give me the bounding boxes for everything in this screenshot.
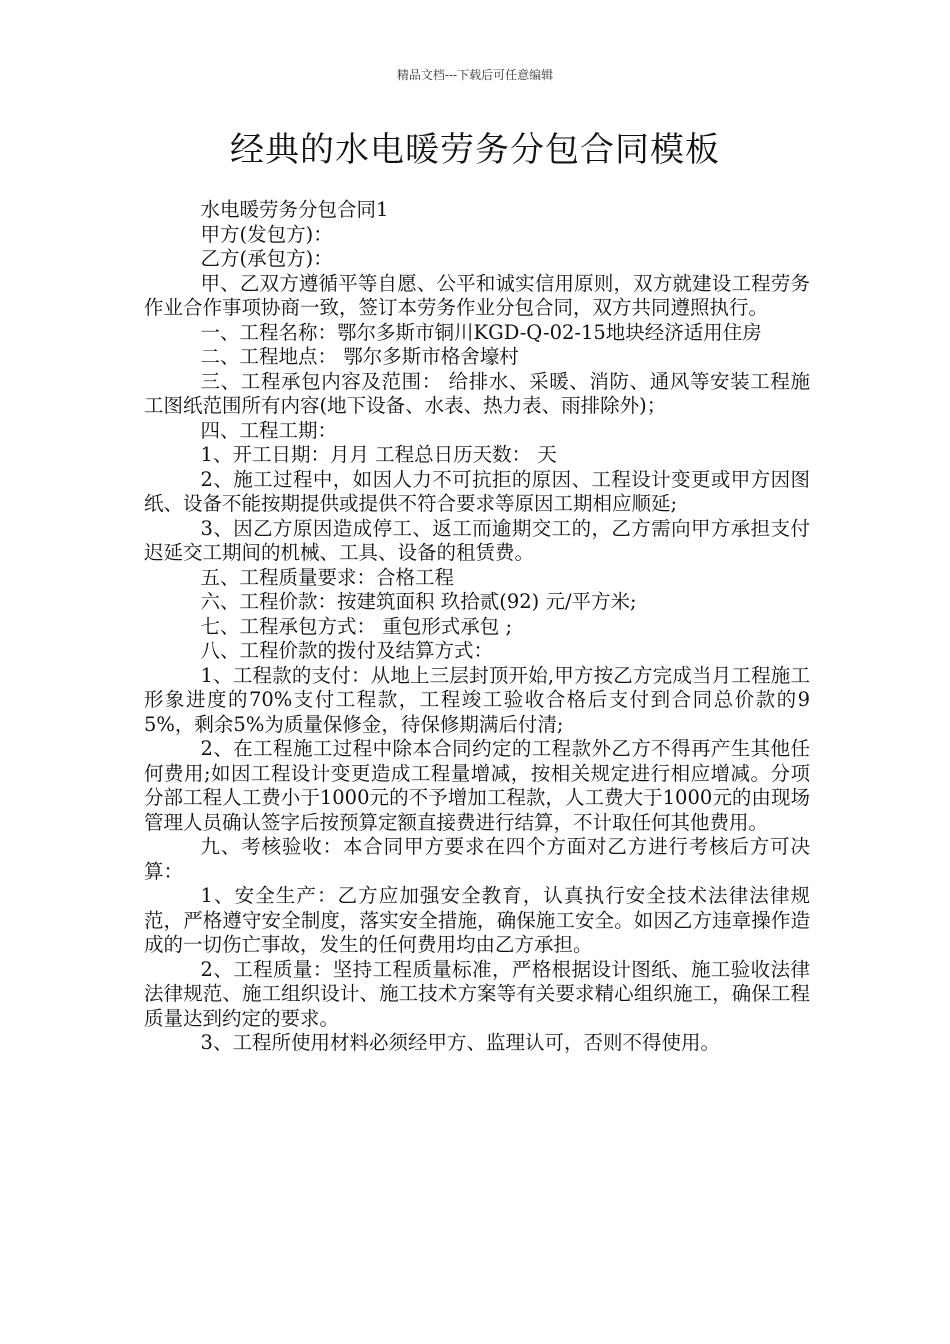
paragraph: 六、工程价款：按建筑面积 玖拾贰(92) 元/平方米; <box>200 590 637 613</box>
paragraph: 3、因乙方原因造成停工、返工而逾期交工的，乙方需向甲方承担支付迟延交工期间的机械、工具、设备的租赁费。 <box>144 516 810 564</box>
paragraph: 四、工程工期： <box>200 418 338 442</box>
paragraph: 乙方(承包方)： <box>200 247 333 270</box>
paragraph: 甲、乙双方遵循平等自愿、公平和诚实信用原则，双方就建设工程劳务作业合作事项协商一致，签订本劳务作业分包合同，双方共同遵照执行。 <box>144 271 810 319</box>
document-body <box>144 198 810 1056</box>
paragraph: 七、工程承包方式： 重包形式承包 ; <box>200 614 513 638</box>
document-title: 经典的水电暖劳务分包合同模板 <box>230 130 720 170</box>
paragraph: 2、工程质量：坚持工程质量标准，严格根据设计图纸、施工验收法律法律规范、施工组织设计、施工技术方案等有关要求精心组织施工，确保工程质量达到约定的要求。 <box>144 957 810 1030</box>
paragraph: 九、考核验收：本合同甲方要求在四个方面对乙方进行考核后方可决算： <box>144 835 810 883</box>
paragraph: 水电暖劳务分包合同1 <box>200 198 389 221</box>
paragraph: 2、在工程施工过程中除本合同约定的工程款外乙方不得再产生其他任何费用;如因工程设计变更造成工程量增减，按相关规定进行相应增减。分项分部工程人工费小于1000元的不予增加工程款，人工费大于1000元的由现场管理人员确认签字后按预算定额直接费进行结算，不计取任何其他费用。 <box>144 737 810 834</box>
paragraph: 一、工程名称：鄂尔多斯市铜川KGD-Q-02-15地块经济适用住房 <box>200 320 762 344</box>
paragraph: 1、工程款的支付：从地上三层封顶开始,甲方按乙方完成当月工程施工形象进度的70%支付工程款，工程竣工验收合格后支付到合同总价款的95%，剩余5%为质量保修金，待保修期满后付清; <box>144 663 810 736</box>
paragraph: 2、施工过程中，如因人力不可抗拒的原因、工程设计变更或甲方因图纸、设备不能按期提供或提供不符合要求等原因工期相应顺延; <box>144 467 810 515</box>
paragraph: 甲方(发包方)： <box>200 222 333 246</box>
paragraph: 3、工程所使用材料必须经甲方、监理认可，否则不得使用。 <box>200 1031 720 1054</box>
paragraph: 三、工程承包内容及范围： 给排水、采暖、消防、通风等安装工程施工图纸范围所有内容(地下设备、水表、热力表、雨排除外)； <box>144 369 810 417</box>
paragraph: 1、安全生产：乙方应加强安全教育，认真执行安全技术法律法律规范，严格遵守安全制度，落实安全措施，确保施工安全。如因乙方违章操作造成的一切伤亡事故，发生的任何费用均由乙方承担。 <box>144 884 810 956</box>
paragraph: 1、开工日期：月月 工程总日历天数： 天 <box>200 443 557 466</box>
paragraph: 二、工程地点： 鄂尔多斯市格舍壕村 <box>200 345 519 368</box>
paragraph: 五、工程质量要求：合格工程 <box>200 565 455 589</box>
paragraph: 八、工程价款的拨付及结算方式： <box>200 639 494 662</box>
header-note: 精品文档---下载后可任意编辑 <box>396 68 554 82</box>
